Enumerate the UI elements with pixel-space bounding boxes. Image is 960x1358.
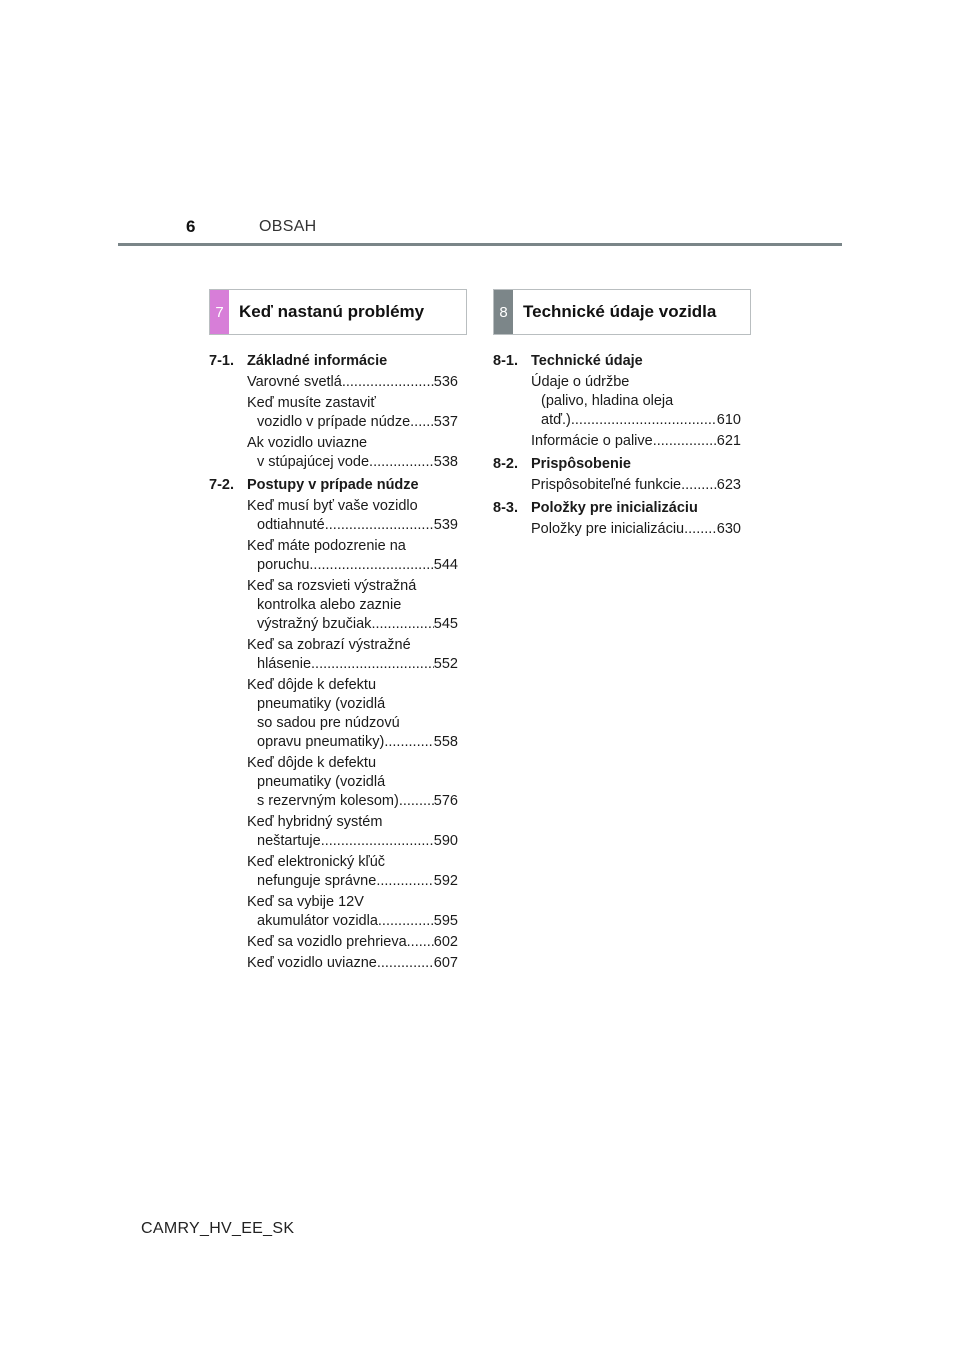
toc-entry-leader-line [247, 912, 458, 931]
toc-entry[interactable] [247, 537, 458, 575]
toc-entry[interactable] [247, 497, 458, 535]
toc-entry[interactable] [247, 373, 458, 392]
dot-leader [311, 655, 434, 674]
dot-leader [371, 615, 433, 634]
toc-entry-leader-line [247, 516, 458, 535]
dot-leader [571, 411, 717, 430]
toc-page-number: 607 [433, 955, 458, 971]
toc-entry-text: Keď musí byť vaše vozidlo [247, 498, 418, 514]
toc-page-number: 623 [716, 477, 741, 493]
toc-entry-text: Keď musíte zastaviť [247, 395, 376, 411]
section-heading-7 [209, 289, 467, 335]
toc-entry-text: akumulátor vozidla [257, 913, 378, 929]
page-title: OBSAH [259, 218, 317, 235]
toc-entry[interactable] [247, 636, 458, 674]
toc-entry[interactable] [247, 754, 458, 811]
document-code: CAMRY_HV_EE_SK [141, 1220, 295, 1237]
toc-page-number: 558 [433, 734, 458, 750]
toc-entry-text: pneumatiky (vozidlá [257, 696, 386, 712]
toc-group-heading [493, 455, 741, 474]
dot-leader [384, 733, 433, 752]
toc-page-number: 621 [716, 433, 741, 449]
toc-page-number: 538 [433, 454, 458, 470]
toc-page-number: 545 [433, 616, 458, 632]
toc-entry[interactable] [531, 476, 741, 495]
toc-entry[interactable] [247, 434, 458, 472]
toc-entry-leader-line [247, 413, 458, 432]
toc-group [493, 352, 741, 451]
toc-entry[interactable] [247, 577, 458, 634]
toc-page-number: 610 [716, 412, 741, 428]
toc-group-heading [209, 476, 458, 495]
toc-entry[interactable] [247, 893, 458, 931]
toc-group-title: Položky pre inicializáciu [531, 500, 698, 516]
toc-group-title: Základné informácie [247, 353, 388, 369]
toc-entry-text: so sadou pre núdzovú [257, 715, 400, 731]
toc-entry-leader-line [247, 615, 458, 634]
toc-page-number: 544 [433, 557, 458, 573]
page-number: 6 [186, 217, 196, 236]
dot-leader [410, 413, 434, 432]
toc-page-number: 536 [433, 374, 458, 390]
toc-entry-text: kontrolka alebo zaznie [257, 597, 402, 613]
toc-entry-text: hlásenie [257, 656, 312, 672]
section-title-8: Technické údaje vozidla [523, 302, 717, 321]
toc-group-title: Postupy v prípade núdze [247, 477, 419, 493]
toc-column-8 [493, 352, 741, 541]
page-header [0, 0, 960, 260]
toc-entry[interactable] [531, 520, 741, 539]
toc-entry-text: Keď sa zobrazí výstražné [247, 637, 411, 653]
dot-leader [378, 912, 434, 931]
toc-entry-leader-line [247, 954, 458, 973]
toc-entry-leader-line [247, 792, 458, 811]
toc-page-number: 592 [433, 873, 458, 889]
toc-entry-text: s rezervným kolesom) [257, 793, 399, 809]
dot-leader [681, 476, 717, 495]
toc-group-title: Technické údaje [531, 353, 643, 369]
toc-page-number: 590 [433, 833, 458, 849]
section-heading-8 [493, 289, 751, 335]
toc-entry-leader-line [247, 655, 458, 674]
toc-entry[interactable] [247, 676, 458, 752]
dot-leader [325, 516, 434, 535]
toc-entry[interactable] [247, 813, 458, 851]
toc-entry-text: Keď vozidlo uviazne [247, 955, 377, 971]
toc-entry-text: v stúpajúcej vode [257, 454, 370, 470]
toc-entry-leader-line [247, 872, 458, 891]
toc-group [209, 476, 458, 973]
toc-entry-leader-line [531, 476, 741, 495]
dot-leader [399, 792, 434, 811]
toc-group-heading [209, 352, 458, 371]
dot-leader [407, 933, 434, 952]
toc-entry-text: Keď máte podozrenie na [247, 538, 406, 554]
toc-entry-leader-line [247, 733, 458, 752]
toc-entry-leader-line [247, 933, 458, 952]
dot-leader [309, 556, 433, 575]
dot-leader [369, 453, 434, 472]
toc-entry-text: Keď dôjde k defektu [247, 755, 377, 771]
toc-entry-text: výstražný bzučiak [257, 616, 372, 632]
toc-entry-text: Informácie o palive [531, 433, 653, 449]
toc-entry[interactable] [247, 394, 458, 432]
toc-group-heading [493, 499, 741, 518]
toc-entry-leader-line [531, 432, 741, 451]
dot-leader [342, 373, 434, 392]
toc-page-number: 537 [433, 414, 458, 430]
dot-leader [653, 432, 717, 451]
toc-group-heading [493, 352, 741, 371]
toc-page-number: 602 [433, 934, 458, 950]
toc-page-number: 539 [433, 517, 458, 533]
toc-entry[interactable] [531, 373, 741, 430]
toc-entry[interactable] [247, 954, 458, 973]
toc-entry-text: Keď sa rozsvieti výstražná [247, 578, 417, 594]
section-title-7: Keď nastanú problémy [239, 302, 425, 321]
toc-entry-leader-line [247, 373, 458, 392]
toc-entry-text: Prispôsobiteľné funkcie [531, 477, 682, 493]
toc-entry-leader-line [247, 832, 458, 851]
toc-column-7 [209, 352, 458, 975]
toc-entry-text: Keď hybridný systém [247, 814, 383, 830]
toc-entry-text: atď.) [541, 412, 571, 428]
toc-entry-text: nefunguje správne [257, 873, 377, 889]
toc-entry[interactable] [247, 933, 458, 952]
toc-page-number: 630 [716, 521, 741, 537]
header-divider [118, 243, 842, 246]
toc-entry-leader-line [531, 520, 741, 539]
toc-group-title: Prispôsobenie [531, 456, 631, 472]
toc-entry-leader-line [247, 556, 458, 575]
toc-entry-text: Keď dôjde k defektu [247, 677, 377, 693]
toc-entry-text: pneumatiky (vozidlá [257, 774, 386, 790]
toc-entry-text: odtiahnuté [257, 517, 325, 533]
toc-group [209, 352, 458, 472]
toc-entry-text: Údaje o údržbe [531, 374, 630, 390]
toc-group-number: 8-2. [493, 456, 518, 472]
toc-entry[interactable] [247, 853, 458, 891]
dot-leader [321, 832, 434, 851]
toc-page-number: 576 [433, 793, 458, 809]
section-tab-8: 8 [494, 290, 513, 334]
toc-entry-text: vozidlo v prípade núdze [257, 414, 411, 430]
toc-entry-leader-line [531, 411, 741, 430]
toc-page-number: 552 [433, 656, 458, 672]
toc-group-number: 7-1. [209, 353, 234, 369]
dot-leader [684, 520, 717, 539]
toc-entry-text: poruchu [257, 557, 310, 573]
toc-entry-text: opravu pneumatiky) [257, 734, 385, 750]
toc-entry[interactable] [531, 432, 741, 451]
toc-entry-text: Keď sa vozidlo prehrieva [247, 934, 407, 950]
toc-entry-text: Keď elektronický kľúč [247, 854, 386, 870]
dot-leader [377, 954, 434, 973]
toc-group-number: 8-1. [493, 353, 518, 369]
toc-page-number: 595 [433, 913, 458, 929]
toc-entry-text: (palivo, hladina oleja [541, 393, 674, 409]
dot-leader [376, 872, 433, 891]
toc-group-number: 8-3. [493, 500, 518, 516]
toc-group [493, 455, 741, 495]
toc-group-number: 7-2. [209, 477, 234, 493]
section-tab-7: 7 [210, 290, 229, 334]
toc-entry-text: Keď sa vybije 12V [247, 894, 364, 910]
toc-entry-text: Položky pre inicializáciu [531, 521, 685, 537]
toc-entry-text: Ak vozidlo uviazne [247, 435, 368, 451]
toc-entry-text: neštartuje [257, 833, 321, 849]
toc-group [493, 499, 741, 539]
toc-entry-text: Varovné svetlá [247, 374, 342, 390]
toc-entry-leader-line [247, 453, 458, 472]
